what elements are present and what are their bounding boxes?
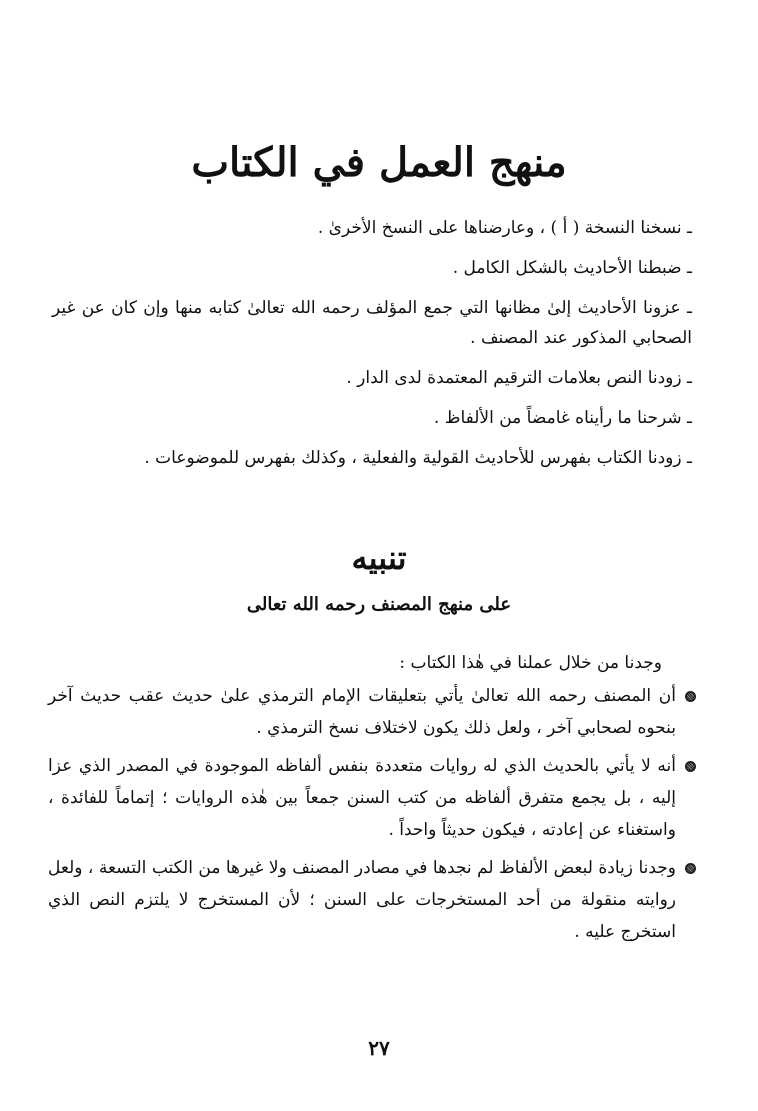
note-item bbox=[48, 680, 696, 744]
method-item: ـ زودنا الكتاب بفهرس للأحاديث القولية والفعلية ، وكذلك بفهرس للموضوعات . bbox=[144, 448, 692, 468]
method-item: ـ عزونا الأحاديث إلىٰ مظانها التي جمع المؤلف رحمه الله تعالىٰ كتابه منها وإن كان عن غير الصحابي المذكور عند المصنف . bbox=[52, 298, 692, 348]
note-text: وجدنا زيادة لبعض الألفاظ لم نجدها في مصادر المصنف ولا غيرها من الكتب التسعة ، ولعل روايته منقولة من أحد المستخرجات على السنن ؛ لأن المستخرج لا يلتزم النص الذي استخرج عليه . bbox=[48, 858, 676, 942]
bullet-icon bbox=[685, 691, 696, 702]
notice-subtitle: على منهج المصنف رحمه الله تعالى bbox=[246, 594, 512, 615]
bullet-icon bbox=[685, 863, 696, 874]
intro-paragraph: وجدنا من خلال عملنا في هٰذا الكتاب : bbox=[399, 653, 662, 673]
note-text: أن المصنف رحمه الله تعالىٰ يأتي بتعليقات الإمام الترمذي علىٰ حديث عقب حديث آخر بنحوه لصحابي آخر ، ولعل ذلك يكون لاختلاف نسخ الترمذي . bbox=[48, 686, 676, 738]
section-title: منهج العمل في الكتاب bbox=[191, 139, 567, 186]
method-item: ـ ضبطنا الأحاديث بالشكل الكامل . bbox=[452, 258, 692, 278]
page-number: ٢٧ bbox=[368, 1036, 390, 1060]
note-item bbox=[48, 750, 696, 846]
method-list bbox=[52, 213, 692, 483]
notice-title: تنبيه bbox=[351, 539, 407, 577]
note-text: أنه لا يأتي بالحديث الذي له روايات متعددة بنفس ألفاظه الموجودة في المصدر الذي عزا إليه ، بل يجمع متفرق ألفاظه من كتب السنن جمعاً بين هٰذه الروايات ؛ إتماماً للفائدة ، واستغناء عن إعادته ، فيكون حديثاً واحداً . bbox=[48, 756, 676, 840]
method-item: ـ زودنا النص بعلامات الترقيم المعتمدة لدى الدار . bbox=[346, 368, 692, 388]
bullet-icon bbox=[685, 761, 696, 772]
note-item bbox=[48, 852, 696, 948]
notes-list bbox=[48, 680, 696, 954]
method-item: ـ شرحنا ما رأيناه غامضاً من الألفاظ . bbox=[433, 408, 692, 428]
method-item: ـ نسخنا النسخة ( أ ) ، وعارضناها على النسخ الأخرىٰ . bbox=[317, 218, 692, 238]
